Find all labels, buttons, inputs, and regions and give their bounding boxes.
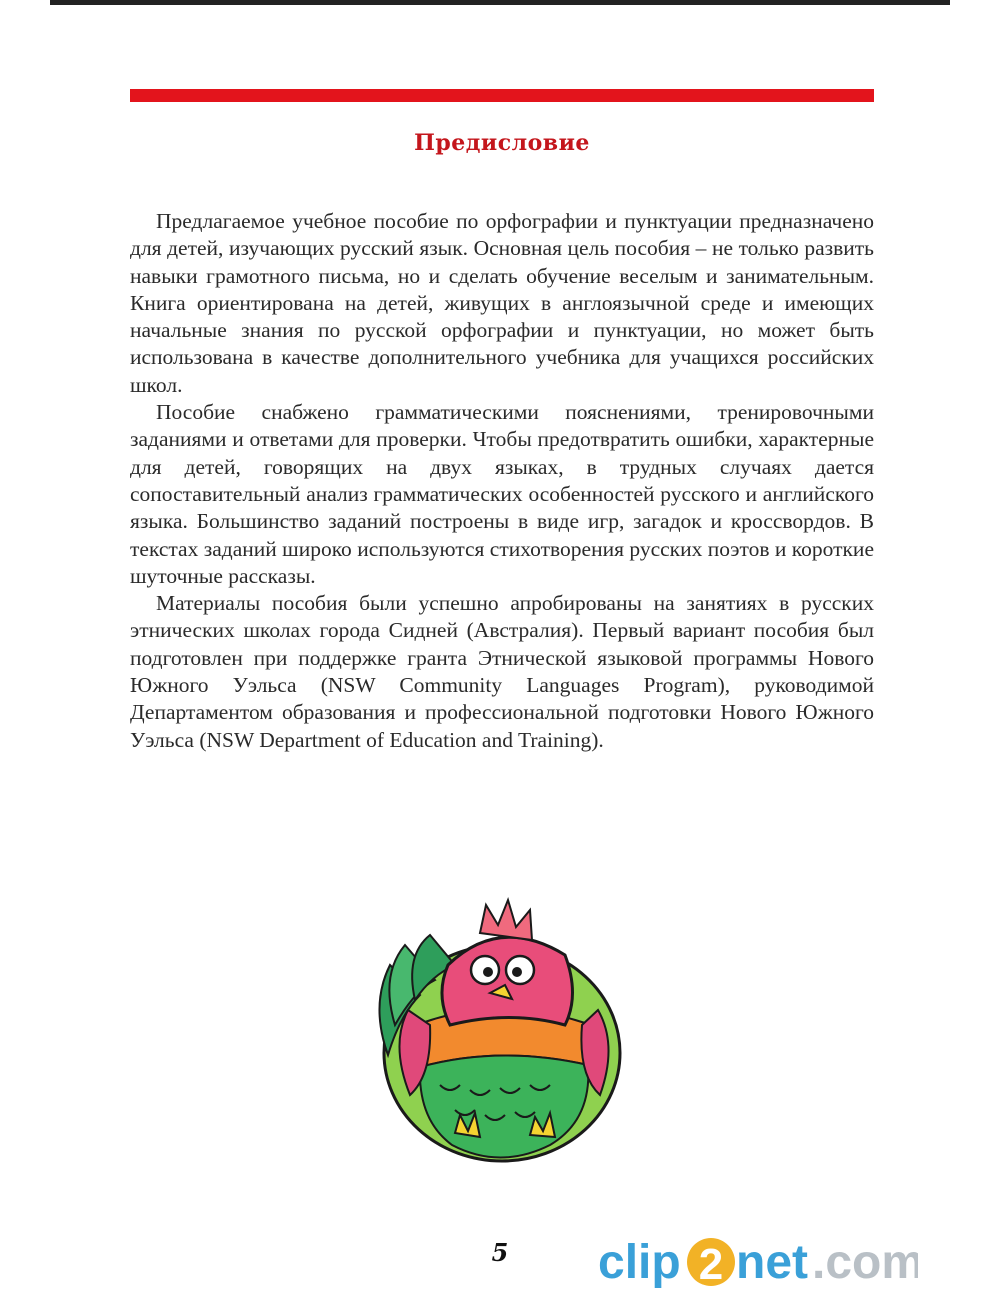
paragraph-1: Предлагаемое учебное пособие по орфографии и пунктуации предназначено для детей, изучающих русский язык. Основная цель пособия – не только развить навыки грамотного письма, но и сделать обучение веселым и занимательным. Книга ориентирована на детей, живущих в англоязычной среде и имеющих начальные знания по русской орфографии и пунктуации, но может быть использована в качестве дополнительного учебника для учащихся российских школ.	[130, 209, 874, 397]
watermark-logo	[598, 1226, 918, 1296]
header-red-bar	[130, 89, 874, 102]
page-number: 5	[491, 1238, 509, 1267]
svg-text:clip: clip	[598, 1236, 681, 1289]
svg-text:net: net	[736, 1236, 808, 1289]
preface-text	[130, 208, 874, 754]
svg-text:.com: .com	[812, 1236, 918, 1289]
rooster-icon	[360, 895, 640, 1175]
paragraph-2: Пособие снабжено грамматическими пояснениями, тренировочными заданиями и ответами для проверки. Чтобы предотвратить ошибки, характерные для детей, говорящих на двух языках, в трудных случаях дается сопоставительный анализ грамматических особенностей русского и английского языка. Большинство заданий построены в виде игр, загадок и кроссвордов. В текстах заданий широко используются стихотворения русских поэтов и короткие шуточные рассказы.	[130, 400, 874, 588]
top-rule	[50, 0, 950, 5]
svg-text:2: 2	[698, 1240, 724, 1289]
paragraph-3: Материалы пособия были успешно апробированы на занятиях в русских этнических школах города Сидней (Австралия). Первый вариант пособия был подготовлен при поддержке гранта Этнической языковой программы Нового Южного Уэльса (NSW Community Languages Program), руководимой Департаментом образования и профессиональной подготовки Нового Южного Уэльса (NSW Department of Education and Training).	[130, 591, 874, 752]
page-title: Предисловие	[414, 130, 590, 156]
